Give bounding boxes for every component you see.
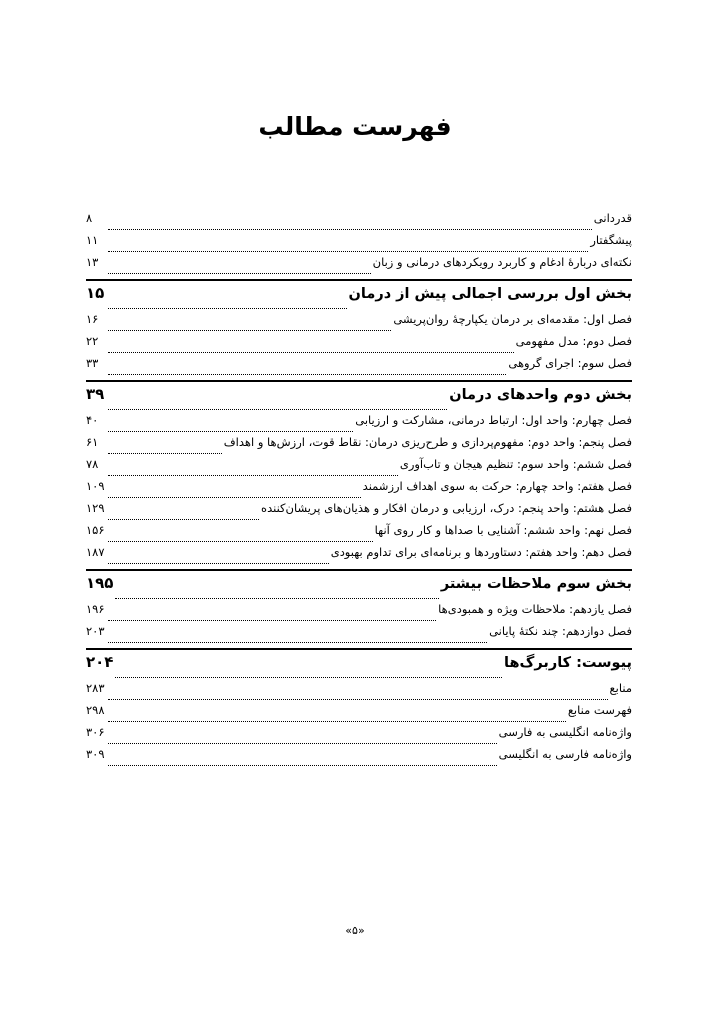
chapter-label: واژه‌نامه فارسی به انگلیسی <box>498 747 632 761</box>
toc-entry-label: نکته‌ای دربارهٔ ادغام و کاربرد رویکردهای درمانی و زبان <box>372 255 632 269</box>
toc-entry-note <box>86 255 632 277</box>
toc-part-2 <box>86 385 632 413</box>
part-label: بخش اول بررسی اجمالی پیش از درمان <box>348 286 632 302</box>
toc-chapter <box>86 356 632 378</box>
toc-chapter <box>86 413 632 435</box>
dot-leader <box>108 742 497 744</box>
chapter-page: ۱۰۹ <box>86 479 105 493</box>
dot-leader <box>108 351 514 353</box>
chapter-page: ۲۰۳ <box>86 624 105 638</box>
toc-chapter <box>86 681 632 703</box>
part-label: بخش سوم ملاحظات بیشتر <box>440 576 632 592</box>
chapter-label: فصل نهم: واحد ششم: آشنایی با صداها و کار روی آنها <box>374 523 632 537</box>
dot-leader <box>108 619 436 621</box>
part-page: ۳۹ <box>86 385 105 403</box>
toc-chapter <box>86 334 632 356</box>
page-title: فهرست مطالب <box>258 112 452 141</box>
toc-entry-page: ۱۳ <box>86 255 99 269</box>
part-page: ۱۹۵ <box>86 574 114 592</box>
toc-entry-page: ۸ <box>86 211 93 225</box>
dot-leader <box>108 562 329 564</box>
dot-leader <box>108 452 222 454</box>
toc-chapter <box>86 479 632 501</box>
chapter-page: ۳۳ <box>86 356 99 370</box>
chapter-label: فصل ششم: واحد سوم: تنظیم هیجان و تاب‌آوری <box>399 457 632 471</box>
toc-chapter <box>86 457 632 479</box>
toc-chapter <box>86 545 632 567</box>
chapter-label: فصل چهارم: واحد اول: ارتباط درمانی، مشارکت و ارزیابی <box>355 413 632 427</box>
chapter-label: فصل هشتم: واحد پنجم: درک، ارزیابی و درمان افکار و هذیان‌های پریشان‌کننده <box>261 501 632 515</box>
dot-leader <box>108 272 371 274</box>
toc-entry-acknowledgements <box>86 211 632 233</box>
chapter-page: ۱۵۶ <box>86 523 105 537</box>
toc-chapter <box>86 312 632 334</box>
dot-leader <box>115 597 438 599</box>
dot-leader <box>108 373 506 375</box>
chapter-page: ۳۰۶ <box>86 725 105 739</box>
chapter-label: فصل یازدهم: ملاحظات ویژه و همبودی‌ها <box>438 602 632 616</box>
chapter-page: ۴۰ <box>86 413 99 427</box>
toc-chapter <box>86 523 632 545</box>
chapter-label: فصل اول: مقدمه‌ای بر درمان یکپارچهٔ روان‌پریشی <box>393 312 632 326</box>
dot-leader <box>108 496 361 498</box>
dot-leader <box>108 540 373 542</box>
chapter-page: ۲۲ <box>86 334 99 348</box>
chapter-page: ۷۸ <box>86 457 99 471</box>
toc-chapter <box>86 602 632 624</box>
toc-entry-preface <box>86 233 632 255</box>
dot-leader <box>108 228 592 230</box>
chapter-label: فصل سوم: اجرای گروهی <box>508 356 632 370</box>
dot-leader <box>108 408 447 410</box>
part-page: ۲۰۴ <box>86 653 114 671</box>
toc-entry-label: پیشگفتار <box>590 233 632 247</box>
chapter-label: فصل هفتم: واحد چهارم: حرکت به سوی اهداف ارزشمند <box>362 479 632 493</box>
chapter-page: ۶۱ <box>86 435 99 449</box>
chapter-label: واژه‌نامه انگلیسی به فارسی <box>498 725 632 739</box>
chapter-page: ۲۸۳ <box>86 681 105 695</box>
toc-entry-page: ۱۱ <box>86 233 99 247</box>
section-divider <box>86 279 632 281</box>
dot-leader <box>115 676 502 678</box>
dot-leader <box>108 307 347 309</box>
section-divider <box>86 380 632 382</box>
page-number: «۵» <box>345 924 365 937</box>
part-label: پیوست: کاربرگ‌ها <box>504 655 632 671</box>
toc-part-3 <box>86 574 632 602</box>
toc-part-1 <box>86 284 632 312</box>
dot-leader <box>108 641 487 643</box>
chapter-page: ۳۰۹ <box>86 747 105 761</box>
toc-chapter <box>86 725 632 747</box>
dot-leader <box>108 698 608 700</box>
section-divider <box>86 648 632 650</box>
chapter-page: ۱۸۷ <box>86 545 105 559</box>
toc-chapter <box>86 435 632 457</box>
chapter-page: ۱۲۹ <box>86 501 105 515</box>
toc-chapter <box>86 624 632 646</box>
dot-leader <box>108 250 588 252</box>
chapter-label: منابع <box>609 681 632 695</box>
toc-chapter <box>86 501 632 523</box>
chapter-page: ۱۶ <box>86 312 99 326</box>
dot-leader <box>108 764 497 766</box>
chapter-label: فصل دهم: واحد هفتم: دستاوردها و برنامه‌ای برای تداوم بهبودی <box>330 545 632 559</box>
dot-leader <box>108 474 398 476</box>
dot-leader <box>108 430 353 432</box>
chapter-page: ۱۹۶ <box>86 602 105 616</box>
chapter-label: فصل پنجم: واحد دوم: مفهوم‌پردازی و طرح‌ریزی درمان: نقاط قوت، ارزش‌ها و اهداف <box>223 435 632 449</box>
section-divider <box>86 569 632 571</box>
toc-chapter <box>86 747 632 769</box>
dot-leader <box>108 518 259 520</box>
chapter-page: ۲۹۸ <box>86 703 105 717</box>
dot-leader <box>108 720 566 722</box>
part-page: ۱۵ <box>86 284 105 302</box>
dot-leader <box>108 329 391 331</box>
toc-entry-label: قدردانی <box>593 211 632 225</box>
chapter-label: فهرست منابع <box>567 703 632 717</box>
toc-chapter <box>86 703 632 725</box>
toc-appendix <box>86 653 632 681</box>
table-of-contents <box>86 211 632 769</box>
part-label: بخش دوم واحدهای درمان <box>449 387 632 403</box>
chapter-label: فصل دوازدهم: چند نکتهٔ پایانی <box>489 624 632 638</box>
chapter-label: فصل دوم: مدل مفهومی <box>515 334 632 348</box>
